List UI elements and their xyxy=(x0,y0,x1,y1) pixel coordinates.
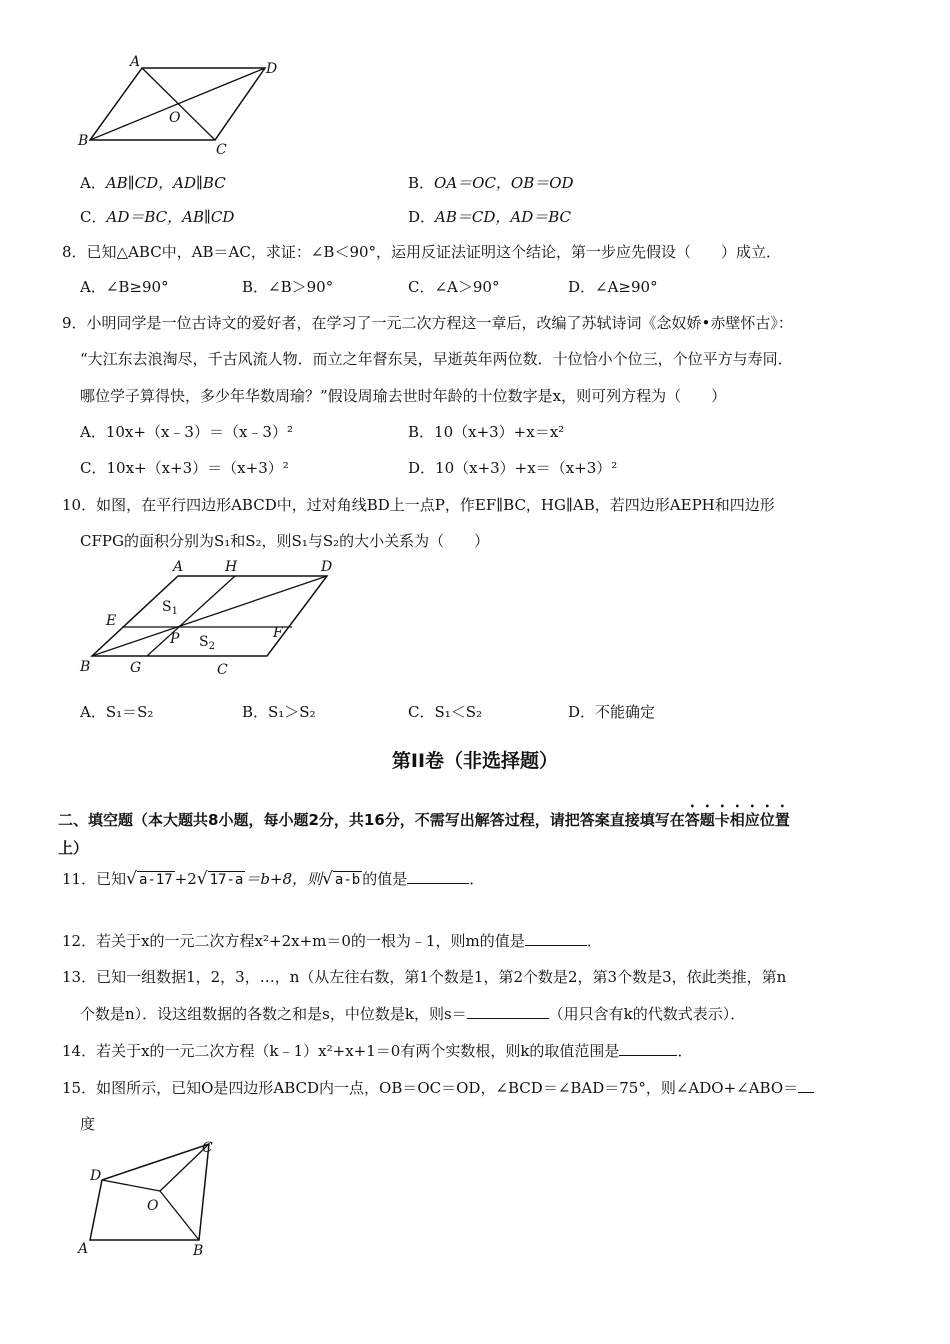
q9-option-a: A．10x+（x﹣3）＝（x﹣3）² xyxy=(80,423,293,441)
label-F: F xyxy=(273,625,283,641)
q12: 12．若关于x的一元二次方程x²+2x+m＝0的一根为﹣1，则m的值是 ． xyxy=(62,932,602,950)
q10-option-d: D．不能确定 xyxy=(568,703,656,721)
q11: 11．已知√ a-17 +2√ 17-a ＝b+8，则√ a-b 的值是 ． xyxy=(62,869,485,889)
radical-3: a-b xyxy=(334,872,361,888)
answer-blank xyxy=(619,1041,677,1056)
q15-line2: 度 xyxy=(80,1115,96,1133)
label-A: A xyxy=(78,1241,89,1257)
parallelogram-figure-q10 xyxy=(72,556,352,684)
q8-option-a: A．∠B≥90° xyxy=(80,278,169,296)
label-S1: $S_1$ xyxy=(162,599,178,617)
q8-option-b: B．∠B＞90° xyxy=(242,278,334,296)
q10-option-a: A．S₁＝S₂ xyxy=(80,703,154,721)
q9-stem-line3: 哪位学子算得快，多少年华数周瑜？”假设周瑜去世时年龄的十位数字是x，则可列方程为（ ） xyxy=(80,387,727,405)
q10-option-b: B．S₁＞S₂ xyxy=(242,703,316,721)
label-B: B xyxy=(193,1243,204,1259)
q9-stem-line1: 9．小明同学是一位古诗文的爱好者，在学习了一元二次方程这一章后，改编了苏轼诗词《念奴娇•赤壁怀古》： xyxy=(62,314,793,332)
label-B: B xyxy=(80,659,91,675)
answer-blank xyxy=(407,869,469,884)
q10-stem-line1: 10．如图，在平行四边形ABCD中，过对角线BD上一点P，作EF∥BC，HG∥AB，若四边形AEPH和四边形 xyxy=(62,496,775,514)
q9-stem-line2: “大江东去浪淘尽，千古风流人物．而立之年督东吴，早逝英年两位数．十位恰小个位三，个位平方与寿同． xyxy=(80,350,793,368)
q9-option-b: B．10（x+3）+x＝x² xyxy=(408,423,565,441)
q14: 14．若关于x的一元二次方程（k﹣1）x²+x+1＝0有两个实数根，则k的取值范围是 ． xyxy=(62,1042,693,1060)
label-D: D xyxy=(321,559,333,575)
answer-blank xyxy=(525,931,587,946)
label-C: C xyxy=(217,662,228,678)
parallelogram-figure-q7 xyxy=(70,50,290,160)
q15-line1: 15．如图所示，已知O是四边形ABCD内一点，OB＝OC＝OD，∠BCD＝∠BAD＝75°，则∠ADO+∠ABO＝ xyxy=(62,1077,814,1098)
q9-option-c: C．10x+（x+3）＝（x+3）² xyxy=(80,459,289,477)
q7-option-a: A．AB∥CD，AD∥BC xyxy=(80,174,226,192)
label-G: G xyxy=(130,660,142,676)
label-E: E xyxy=(106,613,117,629)
q8-option-c: C．∠A＞90° xyxy=(408,278,500,296)
radical-2: 17-a xyxy=(209,872,244,888)
q10-option-c: C．S₁＜S₂ xyxy=(408,703,483,721)
label-B: B xyxy=(78,133,89,149)
radical-1: a-17 xyxy=(138,872,173,888)
q7-option-b: B．OA＝OC，OB＝OD xyxy=(408,174,574,192)
section2-heading-line2: 上） xyxy=(58,839,89,857)
section2-heading-line1: 二、填空题（本大题共8小题，每小题2分，共16分，不需写出解答过程，请把答案直接填写在答题卡相应位置 xyxy=(58,811,790,829)
label-P: P xyxy=(170,631,180,647)
label-C: C xyxy=(202,1140,213,1156)
q8-option-d: D．∠A≥90° xyxy=(568,278,658,296)
q8-stem: 8．已知△ABC中，AB＝AC，求证：∠B＜90°，运用反证法证明这个结论，第一步应先假设（ ）成立． xyxy=(62,243,782,261)
q7-option-d: D．AB＝CD，AD＝BC xyxy=(408,208,572,226)
label-C: C xyxy=(216,142,227,158)
label-D: D xyxy=(266,61,278,77)
quadrilateral-figure-q15 xyxy=(72,1136,232,1262)
q13-line2: 个数是n）．设这组数据的各数之和是s，中位数是k，则s＝ （用只含有k的代数式表示）． xyxy=(80,1005,746,1023)
answer-blank xyxy=(798,1078,814,1093)
label-O: O xyxy=(147,1198,159,1214)
q7-option-c: C．AD＝BC，AB∥CD xyxy=(80,208,235,226)
label-S2: $S_2$ xyxy=(199,634,215,652)
part2-title: 第II卷（非选择题） xyxy=(391,750,559,772)
q9-option-d: D．10（x+3）+x＝（x+3）² xyxy=(408,459,618,477)
label-D: D xyxy=(90,1168,102,1184)
label-O: O xyxy=(169,110,181,126)
label-A: A xyxy=(130,54,141,70)
label-A: A xyxy=(173,559,184,575)
answer-blank xyxy=(467,1004,549,1019)
q10-stem-line2: CFPG的面积分别为S₁和S₂，则S₁与S₂的大小关系为（ ） xyxy=(80,532,490,550)
q13-line1: 13．已知一组数据1，2，3，…，n（从左往右数，第1个数是1，第2个数是2，第3个数是3，依此类推，第n xyxy=(62,968,787,986)
label-H: H xyxy=(225,559,238,575)
